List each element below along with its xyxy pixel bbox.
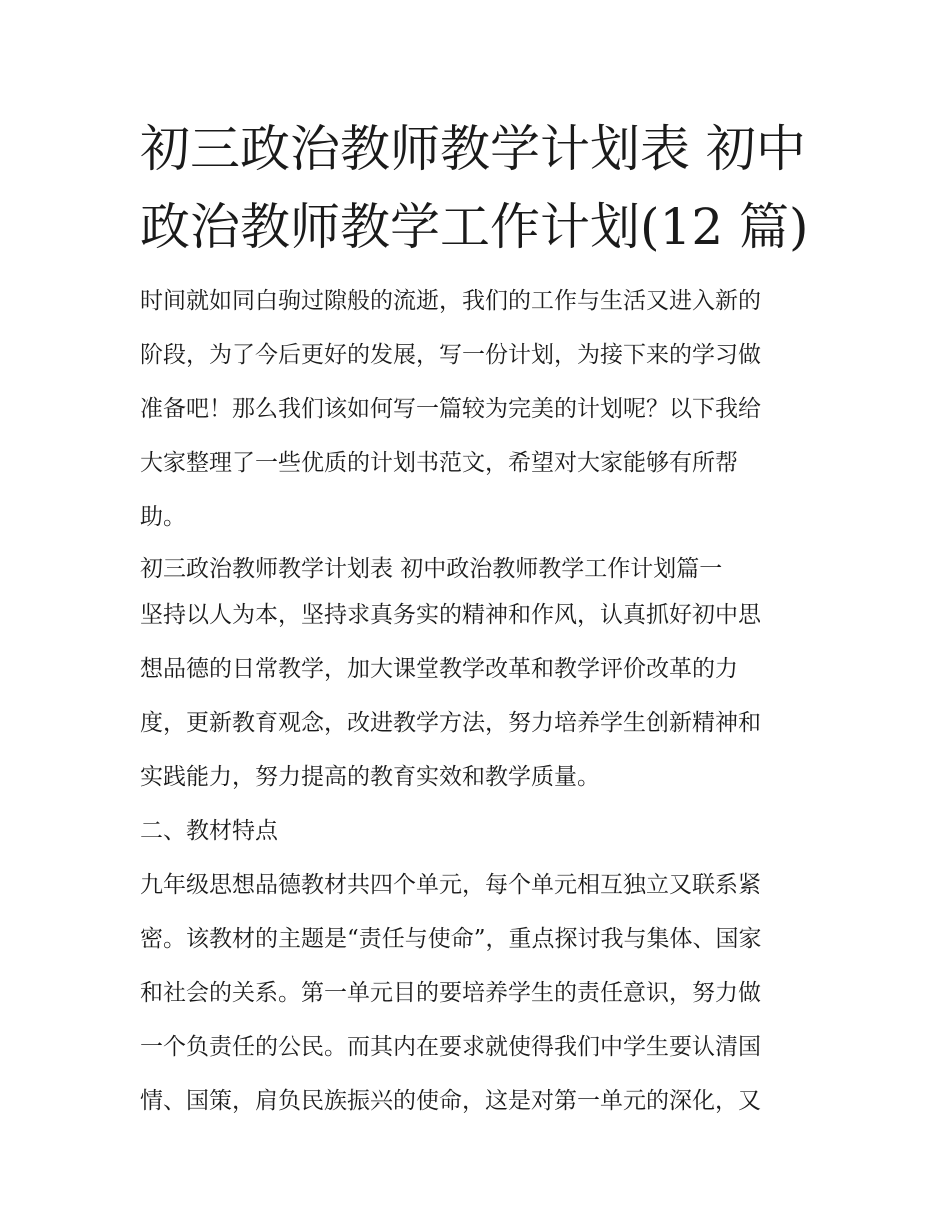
text-line: 情、国策，肩负民族振兴的使命，这是对第一单元的深化，又 — [140, 1088, 761, 1114]
section1-paragraph — [140, 588, 820, 804]
text-line: 度，更新教育观念，改进教学方法，努力培养学生创新精神和 — [140, 710, 761, 736]
text-line: 坚持以人为本，坚持求真务实的精神和作风，认真抓好初中思 — [140, 602, 761, 628]
text-line: 大家整理了一些优质的计划书范文，希望对大家能够有所帮 — [140, 450, 738, 476]
text-line: 九年级思想品德教材共四个单元，每个单元相互独立又联系紧 — [140, 872, 761, 898]
section2-paragraph — [140, 858, 820, 1128]
document-title — [140, 110, 820, 266]
title-line: 政治教师教学工作计划(12 篇) — [140, 198, 809, 256]
text-line: 准备吧！那么我们该如何写一篇较为完美的计划呢？以下我给 — [140, 396, 761, 422]
subheading: 二、教材特点 — [140, 818, 278, 844]
text-line: 阶段，为了今后更好的发展，写一份计划，为接下来的学习做 — [140, 342, 761, 368]
text-line: 时间就如同白驹过隙般的流逝，我们的工作与生活又进入新的 — [140, 288, 761, 314]
section-heading: 初三政治教师教学计划表 初中政治教师教学工作计划篇一 — [140, 556, 723, 582]
text-line: 密。该教材的主题是“责任与使命”，重点探讨我与集体、国家 — [140, 926, 762, 952]
text-line: 助。 — [140, 504, 186, 530]
text-line: 一个负责任的公民。而其内在要求就使得我们中学生要认清国 — [140, 1034, 761, 1060]
title-line: 初三政治教师教学计划表 初中 — [140, 120, 806, 178]
text-line: 想品德的日常教学，加大课堂教学改革和教学评价改革的力 — [140, 656, 738, 682]
text-line: 实践能力，努力提高的教育实效和教学质量。 — [140, 764, 600, 790]
intro-paragraph — [140, 274, 820, 544]
document-page — [140, 110, 820, 1128]
text-line: 和社会的关系。第一单元目的要培养学生的责任意识，努力做 — [140, 980, 761, 1006]
